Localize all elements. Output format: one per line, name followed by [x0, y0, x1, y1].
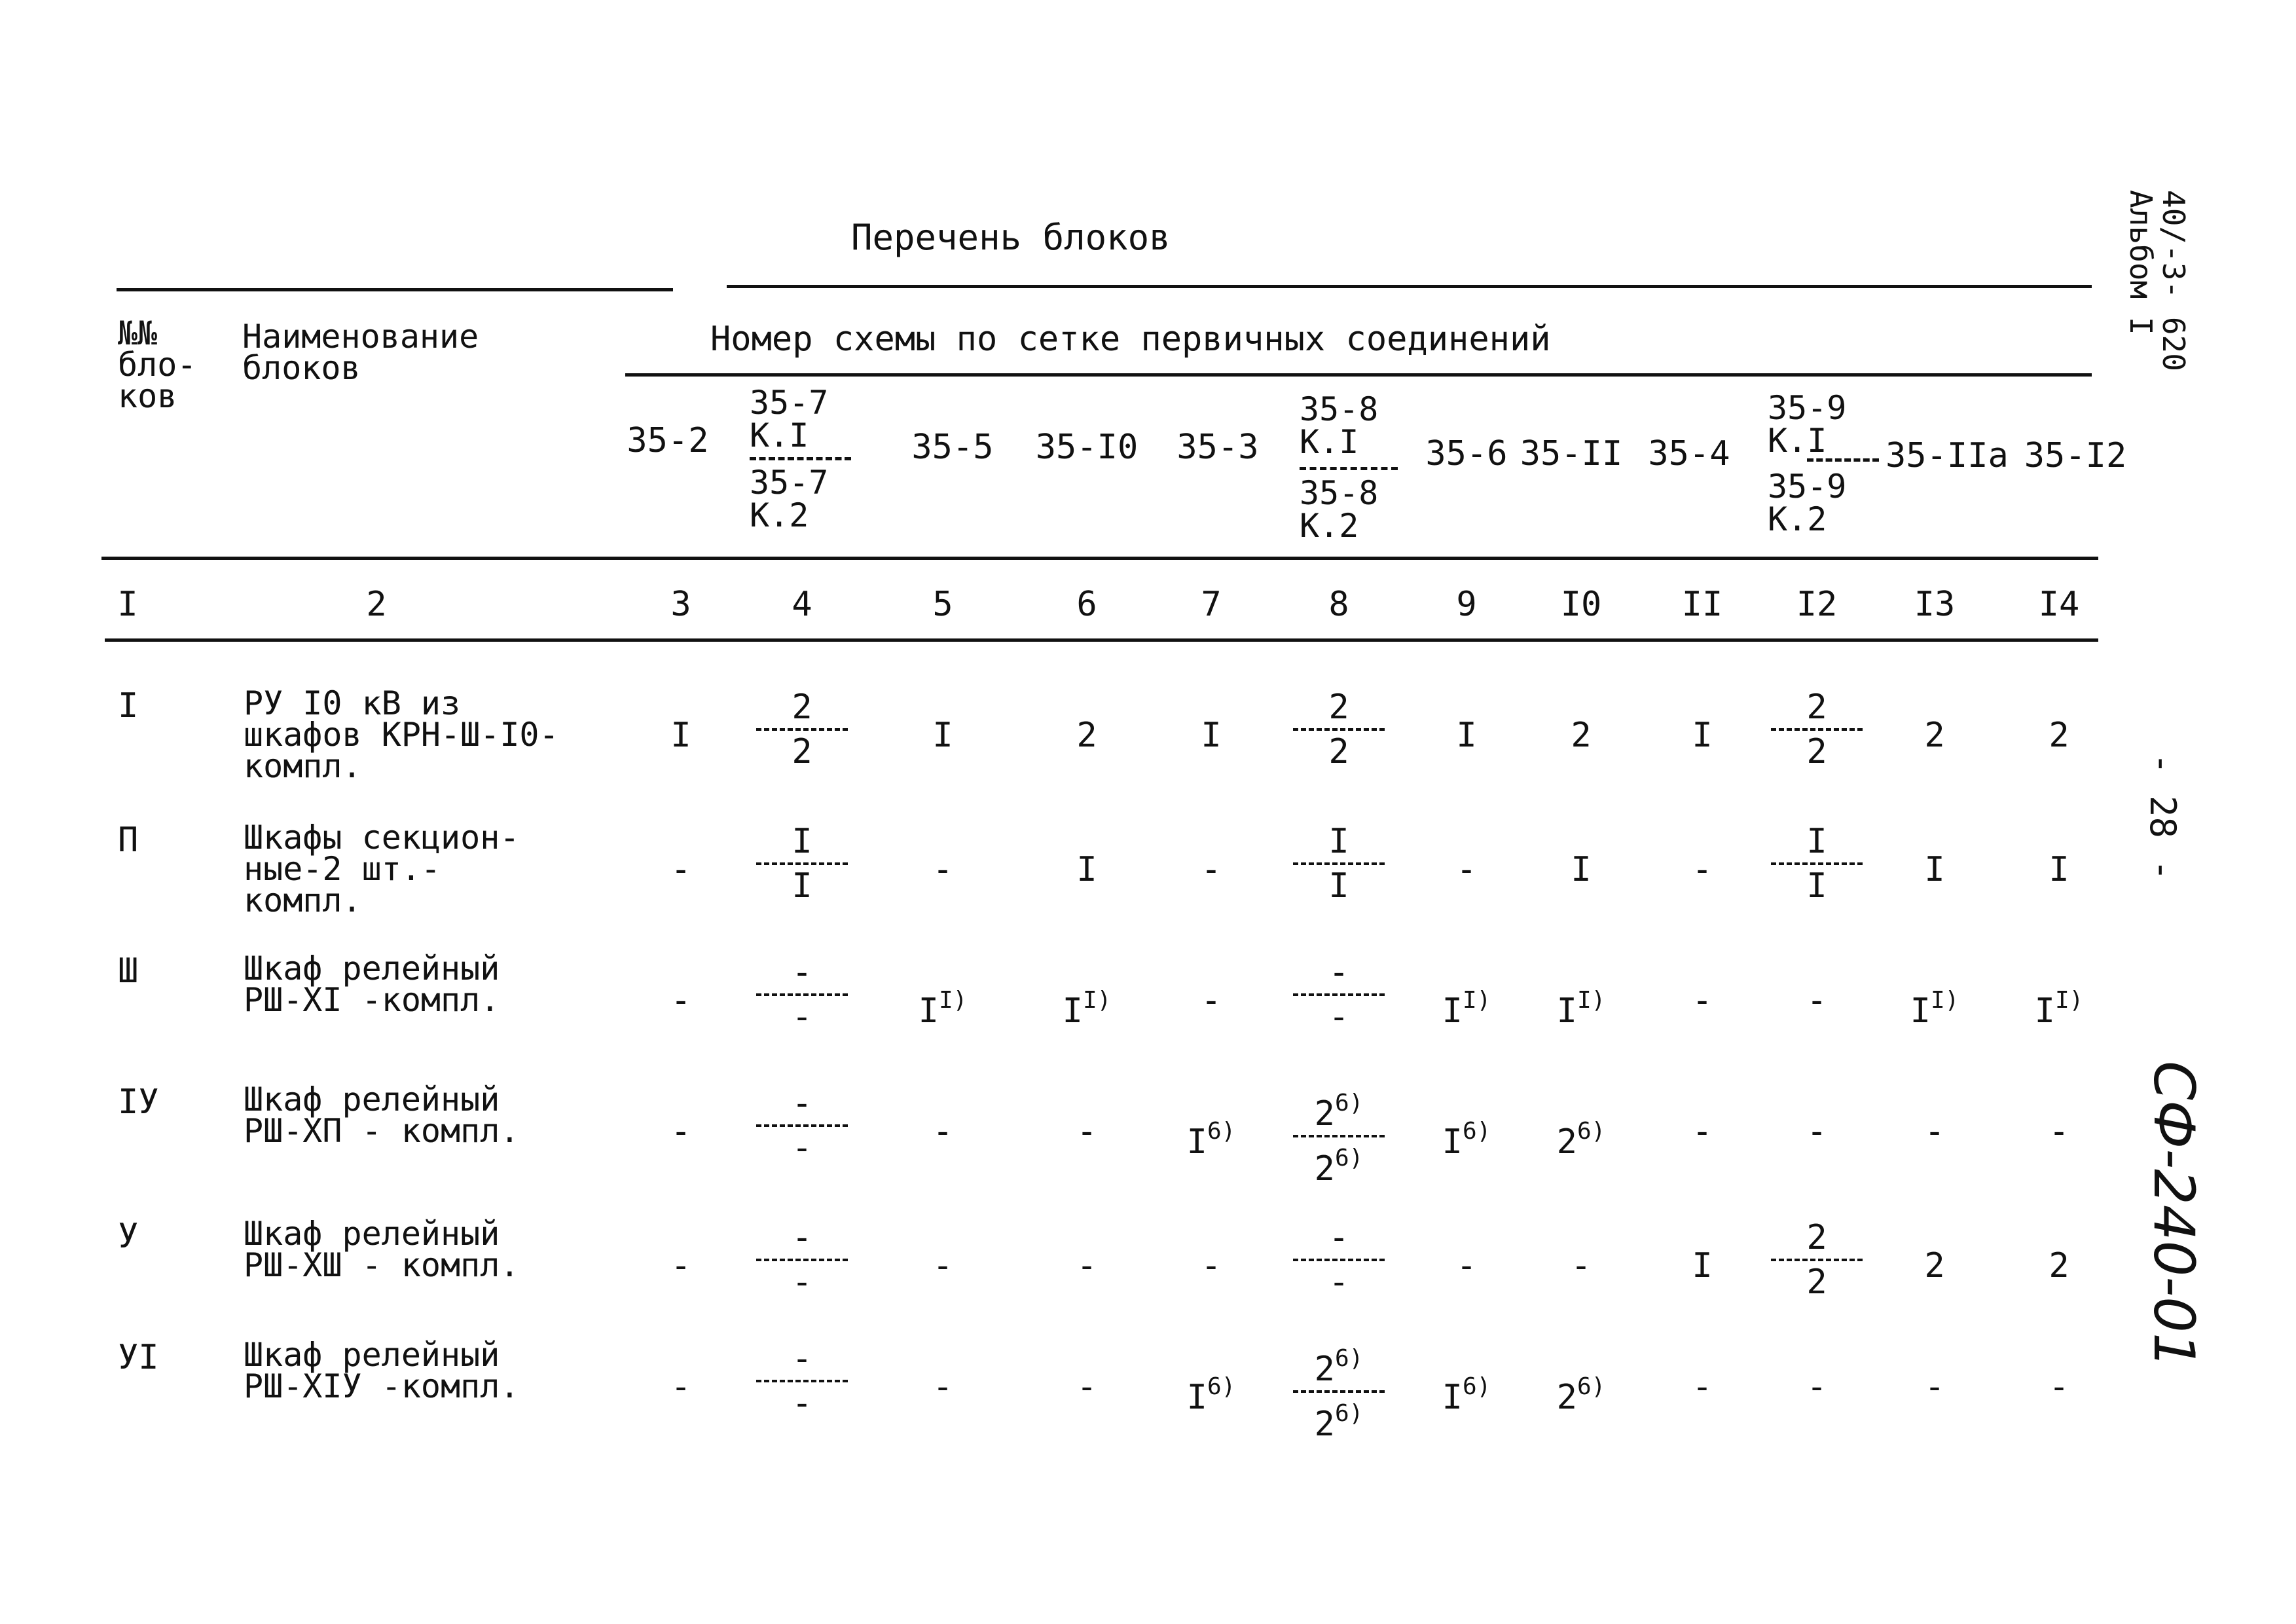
row-cell: 2 [1924, 1246, 1945, 1285]
scheme-35-8-k2: 35-8 К.2 [1300, 474, 1379, 545]
row-block-number: IУ [118, 1082, 159, 1122]
row-cell: - [1201, 850, 1222, 889]
row-cell: 2$^{6)}$ [1556, 1118, 1606, 1162]
scheme-35-9-k1: 35-9 К.I [1768, 389, 1847, 460]
row-cell-fraction: - - [750, 1219, 854, 1301]
row-cell: - [2049, 1367, 2069, 1407]
row-cell: 2 [1924, 716, 1945, 755]
row-cell: - [932, 1367, 953, 1407]
row-cell: $I^{I)}$ [1062, 987, 1112, 1031]
row-cell: - [670, 981, 691, 1020]
row-cell: - [1692, 981, 1713, 1020]
rule-top-right [727, 285, 2092, 288]
header-scheme-group: Номер схемы по сетке первичных соединений [710, 320, 1551, 359]
row-cell: - [1456, 1246, 1477, 1285]
row-cell: - [1924, 1367, 1945, 1407]
header-block-number: №№ бло- ков [118, 314, 197, 415]
scheme-35-3: 35-3 [1176, 428, 1259, 467]
row-cell: - [1806, 1367, 1827, 1407]
row-cell-fraction: 2 2 [1286, 689, 1391, 770]
row-cell: I [1201, 716, 1222, 755]
page-title: Перечень блоков [851, 217, 1171, 258]
row-block-number: УI [118, 1338, 159, 1377]
column-number: 8 [1328, 585, 1349, 624]
row-cell-fraction: - - [750, 954, 854, 1035]
row-cell: 2$^{6)}$ [1556, 1373, 1606, 1417]
row-cell-fraction: 2$^{6)}$ 2$^{6)}$ [1286, 1085, 1391, 1187]
column-number: 3 [670, 585, 691, 624]
column-number: 7 [1201, 585, 1222, 624]
scheme-35-12: 35-I2 [2024, 436, 2127, 475]
row-cell: $I^{6)}$ [1186, 1118, 1236, 1162]
row-cell-fraction: - - [1286, 1219, 1391, 1301]
row-block-name: РУ I0 кВ из шкафов КРН-Ш-I0- компл. [244, 684, 559, 785]
row-block-name: Шкаф релейный РШ-ХШ - компл. [244, 1215, 520, 1284]
scheme-35-11a: 35-IIа [1886, 436, 2009, 475]
scheme-35-8-bar [1300, 467, 1398, 470]
row-cell: I [670, 716, 691, 755]
row-cell: $I^{I)}$ [2034, 987, 2084, 1031]
row-cell-fraction: - - [750, 1085, 854, 1166]
row-cell: $I^{I)}$ [1910, 987, 1959, 1031]
row-cell-fraction: I I [750, 823, 854, 904]
row-cell: - [1692, 1112, 1713, 1151]
column-number: II [1681, 585, 1723, 624]
row-cell: - [1692, 850, 1713, 889]
rule-colnum-bottom [105, 638, 2098, 642]
row-cell: 2 [1076, 716, 1097, 755]
row-cell: - [1201, 981, 1222, 1020]
column-number: I [117, 585, 138, 624]
row-block-name: Шкаф релейный РШ-ХI -компл. [244, 950, 500, 1019]
row-cell: I [1571, 850, 1592, 889]
row-cell: $I^{6)}$ [1442, 1118, 1491, 1162]
scheme-35-5: 35-5 [911, 428, 994, 467]
scheme-35-7-k2: 35-7 К.2 [750, 464, 829, 534]
row-cell: - [1076, 1112, 1097, 1151]
row-cell: - [932, 1112, 953, 1151]
scheme-35-11: 35-II [1520, 434, 1623, 473]
row-cell-fraction: 2 2 [1764, 689, 1869, 770]
column-number: I3 [1914, 585, 1956, 624]
row-cell: - [670, 850, 691, 889]
row-cell: - [1924, 1112, 1945, 1151]
header-block-name: Наименование блоков [242, 318, 479, 387]
row-cell: - [670, 1367, 691, 1407]
scheme-35-7-k1: 35-7 К.I [750, 384, 829, 454]
row-cell-fraction: 2 2 [750, 689, 854, 770]
row-cell: I [1076, 850, 1097, 889]
column-number: 6 [1076, 585, 1097, 624]
scheme-35-4: 35-4 [1648, 434, 1730, 473]
rule-group-under [625, 373, 2092, 377]
column-number: I2 [1796, 585, 1838, 624]
row-cell-fraction: - - [750, 1340, 854, 1422]
column-number: I0 [1560, 585, 1602, 624]
row-cell: 2 [2049, 1246, 2069, 1285]
scheme-35-9-k2: 35-9 К.2 [1768, 468, 1847, 538]
row-cell: I [1456, 716, 1477, 755]
row-cell: $I^{6)}$ [1186, 1373, 1236, 1417]
scheme-35-6: 35-6 [1425, 434, 1508, 473]
row-cell: - [670, 1246, 691, 1285]
row-cell: I [1692, 716, 1713, 755]
row-cell: I [2049, 850, 2069, 889]
row-cell: I [1692, 1246, 1713, 1285]
page-number: - 28 - [2142, 753, 2183, 881]
row-block-name: Шкаф релейный РШ-ХIУ -компл. [244, 1336, 520, 1405]
row-cell: - [1806, 981, 1827, 1020]
row-block-number: I [118, 686, 139, 726]
album-label: 40/-3- 620 Альбом I [2123, 190, 2191, 371]
row-cell: 2 [1571, 716, 1592, 755]
row-cell: $I^{I)}$ [918, 987, 968, 1031]
row-cell: - [932, 850, 953, 889]
row-cell: $I^{6)}$ [1442, 1373, 1491, 1417]
row-cell: - [1076, 1367, 1097, 1407]
row-cell: 2 [2049, 716, 2069, 755]
row-cell: - [1692, 1367, 1713, 1407]
row-cell-fraction: - - [1286, 954, 1391, 1035]
document-code: СФ-240-01 [2141, 1061, 2206, 1369]
row-cell: $I^{I)}$ [1556, 987, 1606, 1031]
row-cell: $I^{I)}$ [1442, 987, 1491, 1031]
row-block-number: У [118, 1217, 139, 1256]
column-number: I4 [2038, 585, 2080, 624]
scheme-35-10: 35-I0 [1035, 428, 1139, 467]
column-number: 4 [792, 585, 812, 624]
row-cell: - [1076, 1246, 1097, 1285]
scheme-35-8-k1: 35-8 К.I [1300, 390, 1379, 461]
column-number: 2 [366, 585, 387, 624]
row-cell-fraction: I I [1286, 823, 1391, 904]
row-cell: - [1456, 850, 1477, 889]
row-cell-fraction: I I [1764, 823, 1869, 904]
row-cell: - [670, 1112, 691, 1151]
scheme-35-7-bar [750, 457, 851, 460]
scheme-35-2: 35-2 [627, 421, 709, 460]
row-cell: - [1571, 1246, 1592, 1285]
row-cell-fraction: 2 2 [1764, 1219, 1869, 1301]
row-cell-fraction: 2$^{6)}$ 2$^{6)}$ [1286, 1340, 1391, 1443]
row-cell: - [1806, 1112, 1827, 1151]
rule-top-left [117, 288, 673, 291]
column-number: 9 [1456, 585, 1477, 624]
scheme-35-9-bar [1807, 458, 1879, 462]
row-cell: - [1201, 1246, 1222, 1285]
row-block-name: Шкафы секцион- ные-2 шт.- компл. [244, 819, 520, 919]
row-cell: - [2049, 1112, 2069, 1151]
row-cell: I [932, 716, 953, 755]
row-block-number: П [118, 821, 139, 860]
row-cell: I [1924, 850, 1945, 889]
row-block-number: Ш [118, 951, 139, 991]
row-block-name: Шкаф релейный РШ-ХП - компл. [244, 1080, 520, 1150]
row-cell: - [932, 1246, 953, 1285]
rule-header-bottom [101, 557, 2098, 560]
column-number: 5 [932, 585, 953, 624]
